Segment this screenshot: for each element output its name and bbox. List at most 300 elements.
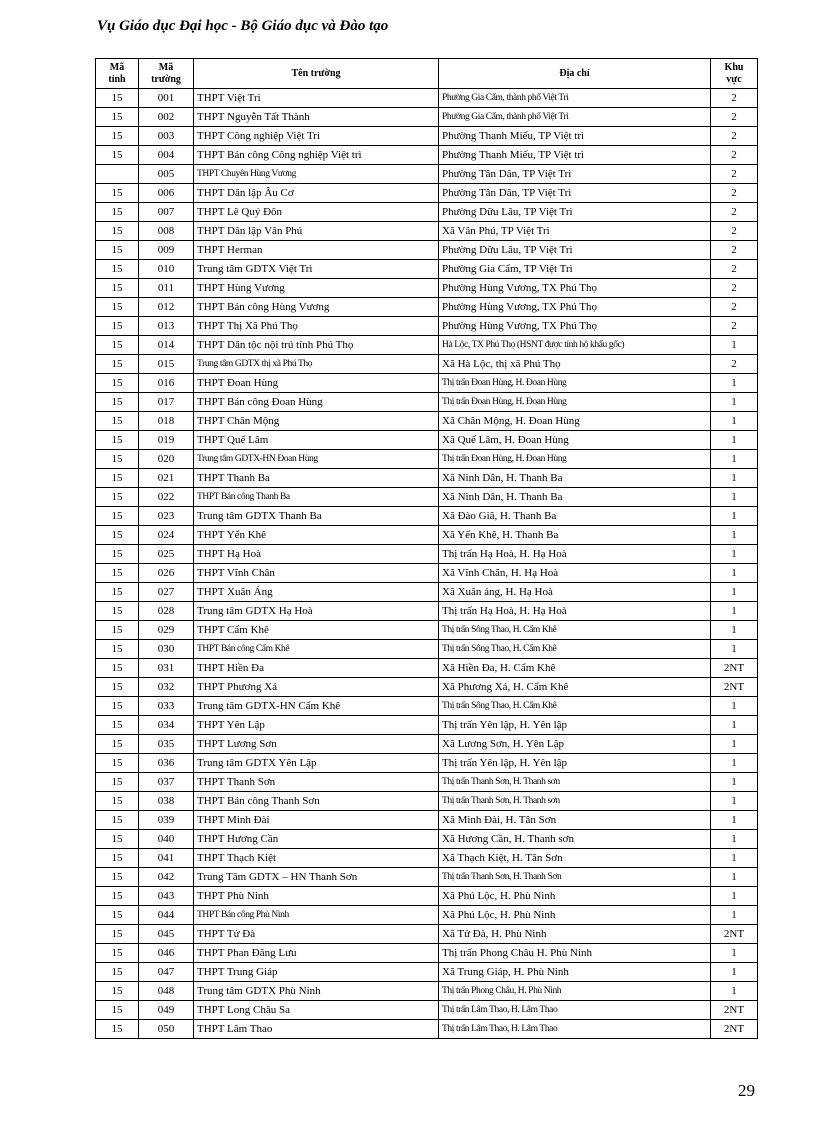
school-code-cell: 012	[139, 298, 194, 317]
province-code-cell: 15	[96, 849, 139, 868]
address-cell: Thị trấn Phong Châu H. Phù Ninh	[439, 944, 711, 963]
province-code-cell: 15	[96, 564, 139, 583]
school-code-cell: 004	[139, 146, 194, 165]
region-cell: 2	[711, 146, 758, 165]
school-name-cell: THPT Trung Giáp	[194, 963, 439, 982]
table-row	[96, 963, 758, 982]
province-code-cell: 15	[96, 431, 139, 450]
table-row	[96, 925, 758, 944]
table-row	[96, 602, 758, 621]
school-code-cell: 014	[139, 336, 194, 355]
address-cell: Phường Gia Cẩm, TP Việt Trì	[439, 260, 711, 279]
table-row	[96, 811, 758, 830]
region-cell: 2	[711, 222, 758, 241]
school-code-cell: 013	[139, 317, 194, 336]
province-code-cell: 15	[96, 792, 139, 811]
table-row	[96, 868, 758, 887]
school-code-cell: 024	[139, 526, 194, 545]
school-code-cell: 049	[139, 1001, 194, 1020]
address-cell: Phường Dữu Lâu, TP Việt Trì	[439, 241, 711, 260]
table-row	[96, 1020, 758, 1039]
school-code-cell: 044	[139, 906, 194, 925]
province-code-cell: 15	[96, 203, 139, 222]
province-code-cell: 15	[96, 89, 139, 108]
page-header-title: Vụ Giáo dục Đại học - Bộ Giáo dục và Đào tạo	[97, 18, 389, 34]
address-cell: Thị trấn Sông Thao, H. Cẩm Khê	[439, 621, 711, 640]
province-code-cell: 15	[96, 925, 139, 944]
address-cell: Phường Hùng Vương, TX Phú Thọ	[439, 317, 711, 336]
table-row	[96, 526, 758, 545]
page-number: 29	[738, 1081, 755, 1100]
address-cell: Phường Hùng Vương, TX Phú Thọ	[439, 298, 711, 317]
school-name-cell: THPT Long Châu Sa	[194, 1001, 439, 1020]
address-cell: Xã Xuân áng, H. Hạ Hoà	[439, 583, 711, 602]
address-cell: Xã Minh Đài, H. Tân Sơn	[439, 811, 711, 830]
region-cell: 2	[711, 184, 758, 203]
school-code-cell: 020	[139, 450, 194, 469]
province-code-cell: 15	[96, 241, 139, 260]
table-row	[96, 355, 758, 374]
school-name-cell: THPT Bán công Phù Ninh	[194, 906, 439, 925]
school-code-cell: 046	[139, 944, 194, 963]
table-row	[96, 735, 758, 754]
school-name-cell: Trung tâm GDTX Thanh Ba	[194, 507, 439, 526]
table-row	[96, 317, 758, 336]
school-name-cell: THPT Bán công Hùng Vương	[194, 298, 439, 317]
address-cell: Thị trấn Đoan Hùng, H. Đoan Hùng	[439, 393, 711, 412]
school-code-cell: 050	[139, 1020, 194, 1039]
school-name-cell: THPT Cẩm Khê	[194, 621, 439, 640]
address-cell: Thị trấn Thanh Sơn, H. Thanh Sơn	[439, 868, 711, 887]
region-cell: 1	[711, 336, 758, 355]
region-cell: 1	[711, 716, 758, 735]
school-name-cell: THPT Đoan Hùng	[194, 374, 439, 393]
province-code-cell: 15	[96, 355, 139, 374]
school-name-cell: THPT Phan Đăng Lưu	[194, 944, 439, 963]
table-row	[96, 222, 758, 241]
table-row	[96, 944, 758, 963]
table-row	[96, 697, 758, 716]
table-row	[96, 678, 758, 697]
school-name-cell: THPT Phương Xá	[194, 678, 439, 697]
table-row	[96, 488, 758, 507]
school-code-cell: 027	[139, 583, 194, 602]
table-row	[96, 203, 758, 222]
address-cell: Xã Vân Phú, TP Việt Trì	[439, 222, 711, 241]
province-code-cell: 15	[96, 640, 139, 659]
school-table	[95, 58, 758, 1039]
school-name-cell: THPT Bán công Đoan Hùng	[194, 393, 439, 412]
province-code-cell: 15	[96, 412, 139, 431]
table-row	[96, 469, 758, 488]
table-row	[96, 621, 758, 640]
address-cell: Phường Thanh Miếu, TP Việt trì	[439, 127, 711, 146]
header-school-name-label: Tên trường	[291, 67, 341, 79]
school-name-cell: THPT Hương Cần	[194, 830, 439, 849]
header-address	[439, 59, 711, 89]
region-cell: 1	[711, 488, 758, 507]
school-code-cell: 031	[139, 659, 194, 678]
school-name-cell: THPT Thanh Sơn	[194, 773, 439, 792]
table-row	[96, 507, 758, 526]
address-cell: Phường Tân Dân, TP Việt Trì	[439, 165, 711, 184]
region-cell: 1	[711, 849, 758, 868]
school-name-cell: THPT Lê Quý Đôn	[194, 203, 439, 222]
table-row	[96, 716, 758, 735]
province-code-cell: 15	[96, 1020, 139, 1039]
school-code-cell: 023	[139, 507, 194, 526]
region-cell: 2	[711, 89, 758, 108]
table-row	[96, 279, 758, 298]
province-code-cell: 15	[96, 678, 139, 697]
address-cell: Xã Phú Lộc, H. Phù Ninh	[439, 906, 711, 925]
school-name-cell: THPT Thạch Kiệt	[194, 849, 439, 868]
region-cell: 2	[711, 165, 758, 184]
school-code-cell: 047	[139, 963, 194, 982]
address-cell: Phường Gia Cẩm, thành phố Việt Trì	[439, 108, 711, 127]
table-row	[96, 545, 758, 564]
school-code-cell: 007	[139, 203, 194, 222]
province-code-cell: 15	[96, 260, 139, 279]
region-cell: 2	[711, 317, 758, 336]
school-code-cell: 009	[139, 241, 194, 260]
header-address-label: Địa chỉ	[559, 67, 590, 79]
school-name-cell: THPT Bán công Cẩm Khê	[194, 640, 439, 659]
table-row	[96, 583, 758, 602]
school-name-cell: THPT Bán công Thanh Sơn	[194, 792, 439, 811]
region-cell: 1	[711, 621, 758, 640]
school-name-cell: THPT Dân tộc nội trú tỉnh Phú Thọ	[194, 336, 439, 355]
table-row	[96, 659, 758, 678]
school-code-cell: 011	[139, 279, 194, 298]
school-name-cell: THPT Nguyễn Tất Thành	[194, 108, 439, 127]
region-cell: 1	[711, 963, 758, 982]
province-code-cell: 15	[96, 298, 139, 317]
region-cell: 2NT	[711, 678, 758, 697]
region-cell: 2	[711, 260, 758, 279]
school-name-cell: Trung tâm GDTX thị xã Phú Thọ	[194, 355, 439, 374]
province-code-cell: 15	[96, 127, 139, 146]
school-code-cell: 026	[139, 564, 194, 583]
school-code-cell: 005	[139, 165, 194, 184]
school-name-cell: THPT Quế Lâm	[194, 431, 439, 450]
region-cell: 1	[711, 735, 758, 754]
school-code-cell: 017	[139, 393, 194, 412]
region-cell: 1	[711, 450, 758, 469]
school-code-cell: 034	[139, 716, 194, 735]
table-row	[96, 431, 758, 450]
province-code-cell: 15	[96, 279, 139, 298]
region-cell: 1	[711, 697, 758, 716]
school-code-cell: 035	[139, 735, 194, 754]
table-row	[96, 849, 758, 868]
school-code-cell: 002	[139, 108, 194, 127]
school-code-cell: 048	[139, 982, 194, 1001]
province-code-cell: 15	[96, 906, 139, 925]
province-code-cell: 15	[96, 659, 139, 678]
address-cell: Phường Tân Dân, TP Việt Trì	[439, 184, 711, 203]
region-cell: 1	[711, 754, 758, 773]
table-row	[96, 640, 758, 659]
address-cell: Xã Lương Sơn, H. Yên Lập	[439, 735, 711, 754]
school-name-cell: THPT Bán công Công nghiệp Việt trì	[194, 146, 439, 165]
address-cell: Xã Phương Xá, H. Cẩm Khê	[439, 678, 711, 697]
address-cell: Xã Phú Lộc, H. Phù Ninh	[439, 887, 711, 906]
address-cell: Thị trấn Sông Thao, H. Cẩm Khê	[439, 640, 711, 659]
school-name-cell: THPT Công nghiệp Việt Trì	[194, 127, 439, 146]
region-cell: 2	[711, 279, 758, 298]
school-code-cell: 025	[139, 545, 194, 564]
province-code-cell: 15	[96, 868, 139, 887]
address-cell: Phường Hùng Vương, TX Phú Thọ	[439, 279, 711, 298]
school-code-cell: 001	[139, 89, 194, 108]
province-code-cell: 15	[96, 811, 139, 830]
school-name-cell: Trung tâm GDTX Yên Lập	[194, 754, 439, 773]
region-cell: 2	[711, 203, 758, 222]
province-code-cell: 15	[96, 184, 139, 203]
school-code-cell: 040	[139, 830, 194, 849]
address-cell: Thị trấn Lâm Thao, H. Lâm Thao	[439, 1001, 711, 1020]
school-code-cell: 028	[139, 602, 194, 621]
region-cell: 2NT	[711, 1001, 758, 1020]
school-name-cell: THPT Tử Đà	[194, 925, 439, 944]
address-cell: Thị trấn Lâm Thao, H. Lâm Thao	[439, 1020, 711, 1039]
region-cell: 1	[711, 602, 758, 621]
region-cell: 1	[711, 583, 758, 602]
table-row	[96, 241, 758, 260]
school-name-cell: THPT Minh Đài	[194, 811, 439, 830]
header-region	[711, 59, 758, 89]
header-province-code-label: Mã tỉnh	[108, 61, 126, 85]
table-body	[96, 89, 758, 1039]
header-province-code	[96, 59, 139, 89]
province-code-cell: 15	[96, 982, 139, 1001]
school-code-cell: 043	[139, 887, 194, 906]
address-cell: Thị trấn Đoan Hùng, H. Đoan Hùng	[439, 374, 711, 393]
address-cell: Xã Tử Đà, H. Phù Ninh	[439, 925, 711, 944]
province-code-cell: 15	[96, 545, 139, 564]
province-code-cell: 15	[96, 507, 139, 526]
address-cell: Phường Gia Cẩm, thành phố Việt Trì	[439, 89, 711, 108]
province-code-cell: 15	[96, 317, 139, 336]
province-code-cell: 15	[96, 108, 139, 127]
table-row	[96, 165, 758, 184]
school-name-cell: THPT Vĩnh Chân	[194, 564, 439, 583]
province-code-cell: 15	[96, 944, 139, 963]
address-cell: Xã Quế Lâm, H. Đoan Hùng	[439, 431, 711, 450]
region-cell: 1	[711, 887, 758, 906]
school-code-cell: 041	[139, 849, 194, 868]
table-row	[96, 906, 758, 925]
school-name-cell: Trung tâm GDTX Phù Ninh	[194, 982, 439, 1001]
school-name-cell: THPT Hạ Hoà	[194, 545, 439, 564]
address-cell: Xã Vĩnh Chân, H. Hạ Hoà	[439, 564, 711, 583]
province-code-cell: 15	[96, 716, 139, 735]
address-cell: Thị trấn Đoan Hùng, H. Đoan Hùng	[439, 450, 711, 469]
school-code-cell: 045	[139, 925, 194, 944]
province-code-cell: 15	[96, 393, 139, 412]
table-row	[96, 298, 758, 317]
school-code-cell: 022	[139, 488, 194, 507]
school-name-cell: THPT Lâm Thao	[194, 1020, 439, 1039]
address-cell: Xã Trung Giáp, H. Phù Ninh	[439, 963, 711, 982]
school-code-cell: 010	[139, 260, 194, 279]
address-cell: Xã Hương Cần, H. Thanh sơn	[439, 830, 711, 849]
province-code-cell: 15	[96, 374, 139, 393]
address-cell: Thị trấn Yên lập, H. Yên lập	[439, 754, 711, 773]
province-code-cell: 15	[96, 1001, 139, 1020]
address-cell: Thị trấn Hạ Hoà, H. Hạ Hoà	[439, 602, 711, 621]
address-cell: Thị trấn Yên lập, H. Yên lập	[439, 716, 711, 735]
school-table-container	[95, 58, 757, 1039]
province-code-cell: 15	[96, 222, 139, 241]
province-code-cell: 15	[96, 887, 139, 906]
table-row	[96, 792, 758, 811]
region-cell: 1	[711, 773, 758, 792]
address-cell: Xã Đào Giã, H. Thanh Ba	[439, 507, 711, 526]
school-name-cell: THPT Bán công Thanh Ba	[194, 488, 439, 507]
region-cell: 1	[711, 906, 758, 925]
table-row	[96, 830, 758, 849]
table-row	[96, 184, 758, 203]
table-row	[96, 982, 758, 1001]
address-cell: Phường Thanh Miếu, TP Việt trì	[439, 146, 711, 165]
table-row	[96, 773, 758, 792]
school-name-cell: THPT Herman	[194, 241, 439, 260]
table-row	[96, 564, 758, 583]
address-cell: Thị trấn Hạ Hoà, H. Hạ Hoà	[439, 545, 711, 564]
address-cell: Xã Ninh Dân, H. Thanh Ba	[439, 488, 711, 507]
school-name-cell: Trung tâm GDTX-HN Cẩm Khê	[194, 697, 439, 716]
school-code-cell: 016	[139, 374, 194, 393]
province-code-cell: 15	[96, 621, 139, 640]
address-cell: Xã Chân Mộng, H. Đoan Hùng	[439, 412, 711, 431]
school-code-cell: 032	[139, 678, 194, 697]
province-code-cell: 15	[96, 697, 139, 716]
region-cell: 2NT	[711, 659, 758, 678]
province-code-cell: 15	[96, 735, 139, 754]
province-code-cell: 15	[96, 754, 139, 773]
region-cell: 1	[711, 374, 758, 393]
school-code-cell: 006	[139, 184, 194, 203]
region-cell: 2NT	[711, 1020, 758, 1039]
school-name-cell: THPT Thị Xã Phú Thọ	[194, 317, 439, 336]
region-cell: 1	[711, 393, 758, 412]
table-row	[96, 127, 758, 146]
address-cell: Xã Ninh Dân, H. Thanh Ba	[439, 469, 711, 488]
table-row	[96, 146, 758, 165]
region-cell: 1	[711, 792, 758, 811]
header-school-code-label: Mã trường	[151, 61, 181, 85]
province-code-cell: 15	[96, 469, 139, 488]
school-name-cell: THPT Yên Lập	[194, 716, 439, 735]
school-code-cell: 015	[139, 355, 194, 374]
school-name-cell: THPT Việt Trì	[194, 89, 439, 108]
school-name-cell: THPT Dân lập Âu Cơ	[194, 184, 439, 203]
region-cell: 1	[711, 640, 758, 659]
region-cell: 1	[711, 507, 758, 526]
school-code-cell: 042	[139, 868, 194, 887]
address-cell: Phường Dữu Lâu, TP Việt Trì	[439, 203, 711, 222]
region-cell: 1	[711, 545, 758, 564]
school-name-cell: THPT Yển Khê	[194, 526, 439, 545]
school-name-cell: Trung tâm GDTX Việt Trì	[194, 260, 439, 279]
school-code-cell: 037	[139, 773, 194, 792]
table-row	[96, 108, 758, 127]
school-name-cell: THPT Phù Ninh	[194, 887, 439, 906]
table-row	[96, 754, 758, 773]
province-code-cell: 15	[96, 450, 139, 469]
school-code-cell: 008	[139, 222, 194, 241]
header-region-label: Khu vực	[724, 61, 744, 85]
address-cell: Thị trấn Thanh Sơn, H. Thanh sơn	[439, 773, 711, 792]
school-code-cell: 019	[139, 431, 194, 450]
school-code-cell: 018	[139, 412, 194, 431]
header-school-name	[194, 59, 439, 89]
province-code-cell: 15	[96, 526, 139, 545]
table-row	[96, 336, 758, 355]
school-name-cell: THPT Hùng Vương	[194, 279, 439, 298]
table-row	[96, 393, 758, 412]
region-cell: 2	[711, 127, 758, 146]
province-code-cell: 15	[96, 146, 139, 165]
school-name-cell: THPT Thanh Ba	[194, 469, 439, 488]
school-code-cell: 003	[139, 127, 194, 146]
table-row	[96, 887, 758, 906]
region-cell: 2	[711, 108, 758, 127]
region-cell: 2	[711, 298, 758, 317]
region-cell: 2	[711, 355, 758, 374]
region-cell: 1	[711, 526, 758, 545]
school-code-cell: 030	[139, 640, 194, 659]
school-code-cell: 021	[139, 469, 194, 488]
table-row	[96, 412, 758, 431]
province-code-cell	[96, 165, 139, 184]
header-school-code	[139, 59, 194, 89]
school-code-cell: 038	[139, 792, 194, 811]
address-cell: Xã Hiền Đa, H. Cẩm Khê	[439, 659, 711, 678]
school-name-cell: THPT Chân Mộng	[194, 412, 439, 431]
address-cell: Xã Hà Lộc, thị xã Phú Thọ	[439, 355, 711, 374]
region-cell: 1	[711, 944, 758, 963]
school-name-cell: Trung tâm GDTX Hạ Hoà	[194, 602, 439, 621]
school-name-cell: THPT Hiền Đa	[194, 659, 439, 678]
address-cell: Xã Yển Khê, H. Thanh Ba	[439, 526, 711, 545]
address-cell: Hà Lộc, TX Phú Thọ (HSNT được tính hộ khẩu gốc)	[439, 336, 711, 355]
address-cell: Thị trấn Sông Thao, H. Cẩm Khê	[439, 697, 711, 716]
school-name-cell: THPT Lương Sơn	[194, 735, 439, 754]
region-cell: 2NT	[711, 925, 758, 944]
province-code-cell: 15	[96, 963, 139, 982]
region-cell: 1	[711, 431, 758, 450]
table-row	[96, 450, 758, 469]
province-code-cell: 15	[96, 830, 139, 849]
region-cell: 1	[711, 982, 758, 1001]
province-code-cell: 15	[96, 602, 139, 621]
table-header-row	[96, 59, 758, 89]
table-row	[96, 1001, 758, 1020]
address-cell: Thị trấn Phong Châu, H. Phù Ninh	[439, 982, 711, 1001]
school-code-cell: 036	[139, 754, 194, 773]
region-cell: 1	[711, 412, 758, 431]
province-code-cell: 15	[96, 583, 139, 602]
school-name-cell: Trung tâm GDTX-HN Đoan Hùng	[194, 450, 439, 469]
province-code-cell: 15	[96, 488, 139, 507]
school-name-cell: THPT Xuân Áng	[194, 583, 439, 602]
region-cell: 1	[711, 868, 758, 887]
school-code-cell: 039	[139, 811, 194, 830]
region-cell: 2	[711, 241, 758, 260]
